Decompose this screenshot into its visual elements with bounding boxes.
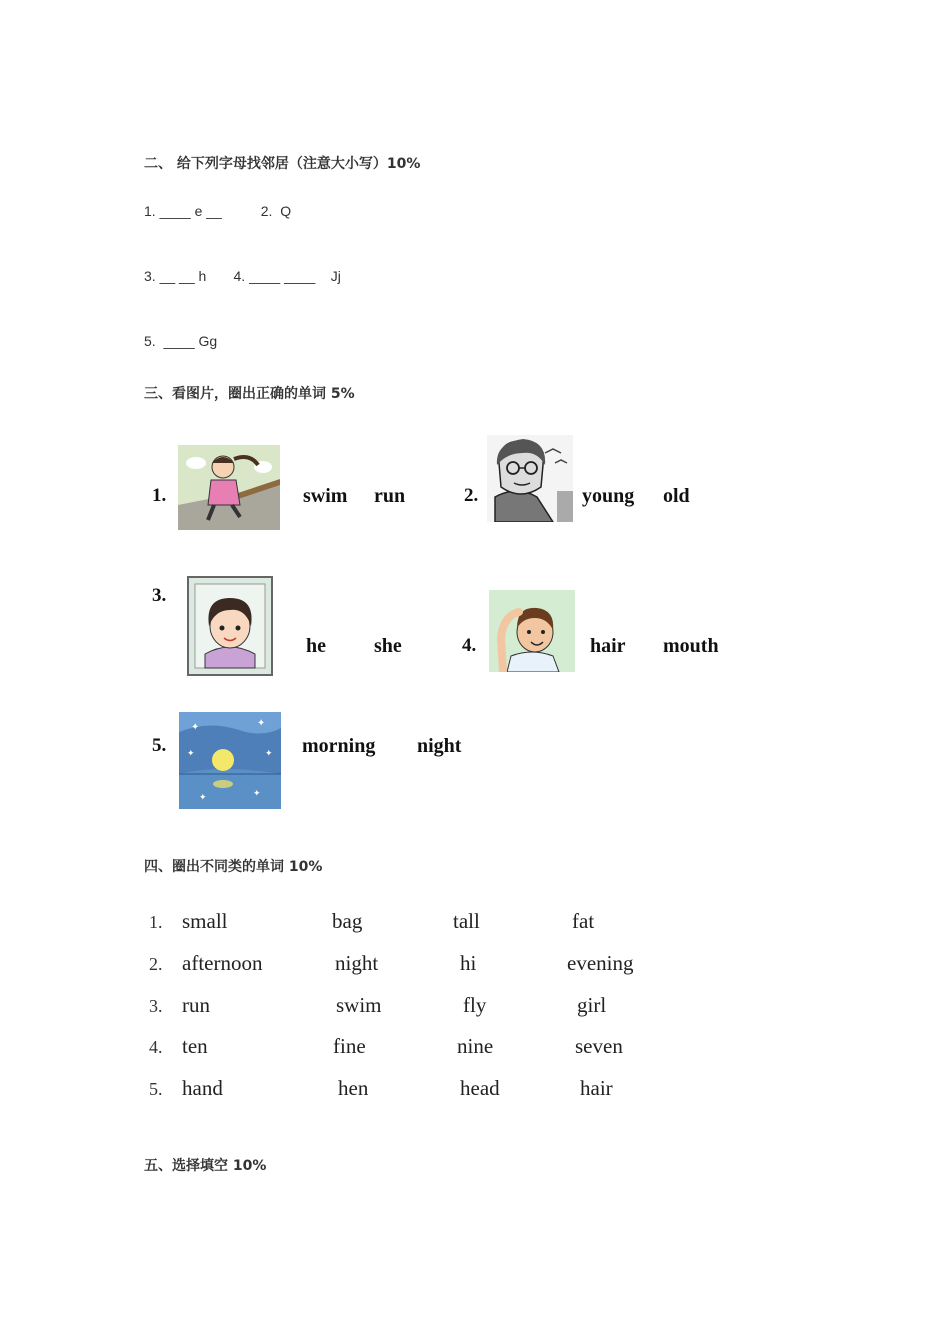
option-word[interactable]: old bbox=[663, 485, 690, 507]
moon-night-icon bbox=[179, 712, 281, 809]
option-word[interactable]: hair bbox=[590, 635, 626, 657]
picture-item-number: 3. bbox=[152, 585, 167, 606]
row-number: 4. bbox=[149, 1037, 163, 1057]
row-word[interactable]: night bbox=[335, 951, 379, 975]
section-4-heading: 四、圈出不同类的单词 10% bbox=[144, 859, 323, 875]
picture-item-number: 5. bbox=[152, 735, 167, 756]
option-word[interactable]: she bbox=[374, 635, 402, 657]
letter-line-2: 3. __ __ h 4. ____ ____ Jj bbox=[144, 268, 341, 284]
row-word[interactable]: head bbox=[460, 1076, 500, 1100]
section-2-heading: 二、 给下列字母找邻居（注意大小写）10% bbox=[144, 156, 421, 172]
row-word[interactable]: hand bbox=[182, 1076, 223, 1100]
girl-running-icon bbox=[178, 445, 280, 530]
picture-item-number: 4. bbox=[462, 635, 477, 656]
picture-item-number: 2. bbox=[464, 485, 479, 506]
girl-portrait-icon bbox=[187, 576, 273, 676]
option-word[interactable]: run bbox=[374, 485, 406, 507]
option-word[interactable]: young bbox=[582, 485, 635, 507]
boy-touching-hair-icon bbox=[489, 590, 575, 672]
row-word[interactable]: fly bbox=[463, 993, 487, 1017]
section-3-heading: 三、看图片，圈出正确的单词 5% bbox=[144, 386, 355, 402]
row-word[interactable]: afternoon bbox=[182, 951, 263, 975]
picture-item-number: 1. bbox=[152, 485, 167, 506]
svg-text:✦: ✦ bbox=[199, 793, 207, 803]
row-word[interactable]: seven bbox=[575, 1034, 623, 1058]
row-number: 2. bbox=[149, 954, 163, 974]
row-word[interactable]: fat bbox=[572, 909, 595, 933]
option-word[interactable]: mouth bbox=[663, 635, 719, 657]
svg-text:✦: ✦ bbox=[257, 718, 266, 729]
row-number: 5. bbox=[149, 1079, 163, 1099]
row-word[interactable]: run bbox=[182, 993, 210, 1017]
option-word[interactable]: swim bbox=[303, 485, 348, 507]
row-word[interactable]: evening bbox=[567, 951, 634, 975]
row-word[interactable]: hair bbox=[580, 1076, 613, 1100]
row-word[interactable]: tall bbox=[453, 909, 480, 933]
row-number: 3. bbox=[149, 996, 163, 1016]
section-5-heading: 五、选择填空 10% bbox=[144, 1158, 267, 1174]
option-word[interactable]: he bbox=[306, 635, 326, 657]
svg-text:✦: ✦ bbox=[187, 749, 195, 759]
row-word[interactable]: swim bbox=[336, 993, 382, 1017]
row-word[interactable]: hi bbox=[460, 951, 477, 975]
row-number: 1. bbox=[149, 912, 163, 932]
option-word[interactable]: morning bbox=[302, 735, 376, 757]
row-word[interactable]: small bbox=[182, 909, 228, 933]
svg-text:✦: ✦ bbox=[265, 749, 273, 759]
row-word[interactable]: ten bbox=[182, 1034, 208, 1058]
svg-text:✦: ✦ bbox=[191, 722, 200, 733]
letter-line-1: 1. ____ e __ 2. Q bbox=[144, 203, 292, 219]
row-word[interactable]: nine bbox=[457, 1034, 494, 1058]
option-word[interactable]: night bbox=[417, 735, 462, 757]
row-word[interactable]: hen bbox=[338, 1076, 369, 1100]
row-word[interactable]: fine bbox=[333, 1034, 366, 1058]
row-word[interactable]: girl bbox=[577, 993, 607, 1017]
row-word[interactable]: bag bbox=[332, 909, 363, 933]
svg-text:✦: ✦ bbox=[253, 789, 261, 799]
old-man-icon bbox=[487, 435, 573, 522]
letter-line-3: 5. ____ Gg bbox=[144, 333, 218, 349]
